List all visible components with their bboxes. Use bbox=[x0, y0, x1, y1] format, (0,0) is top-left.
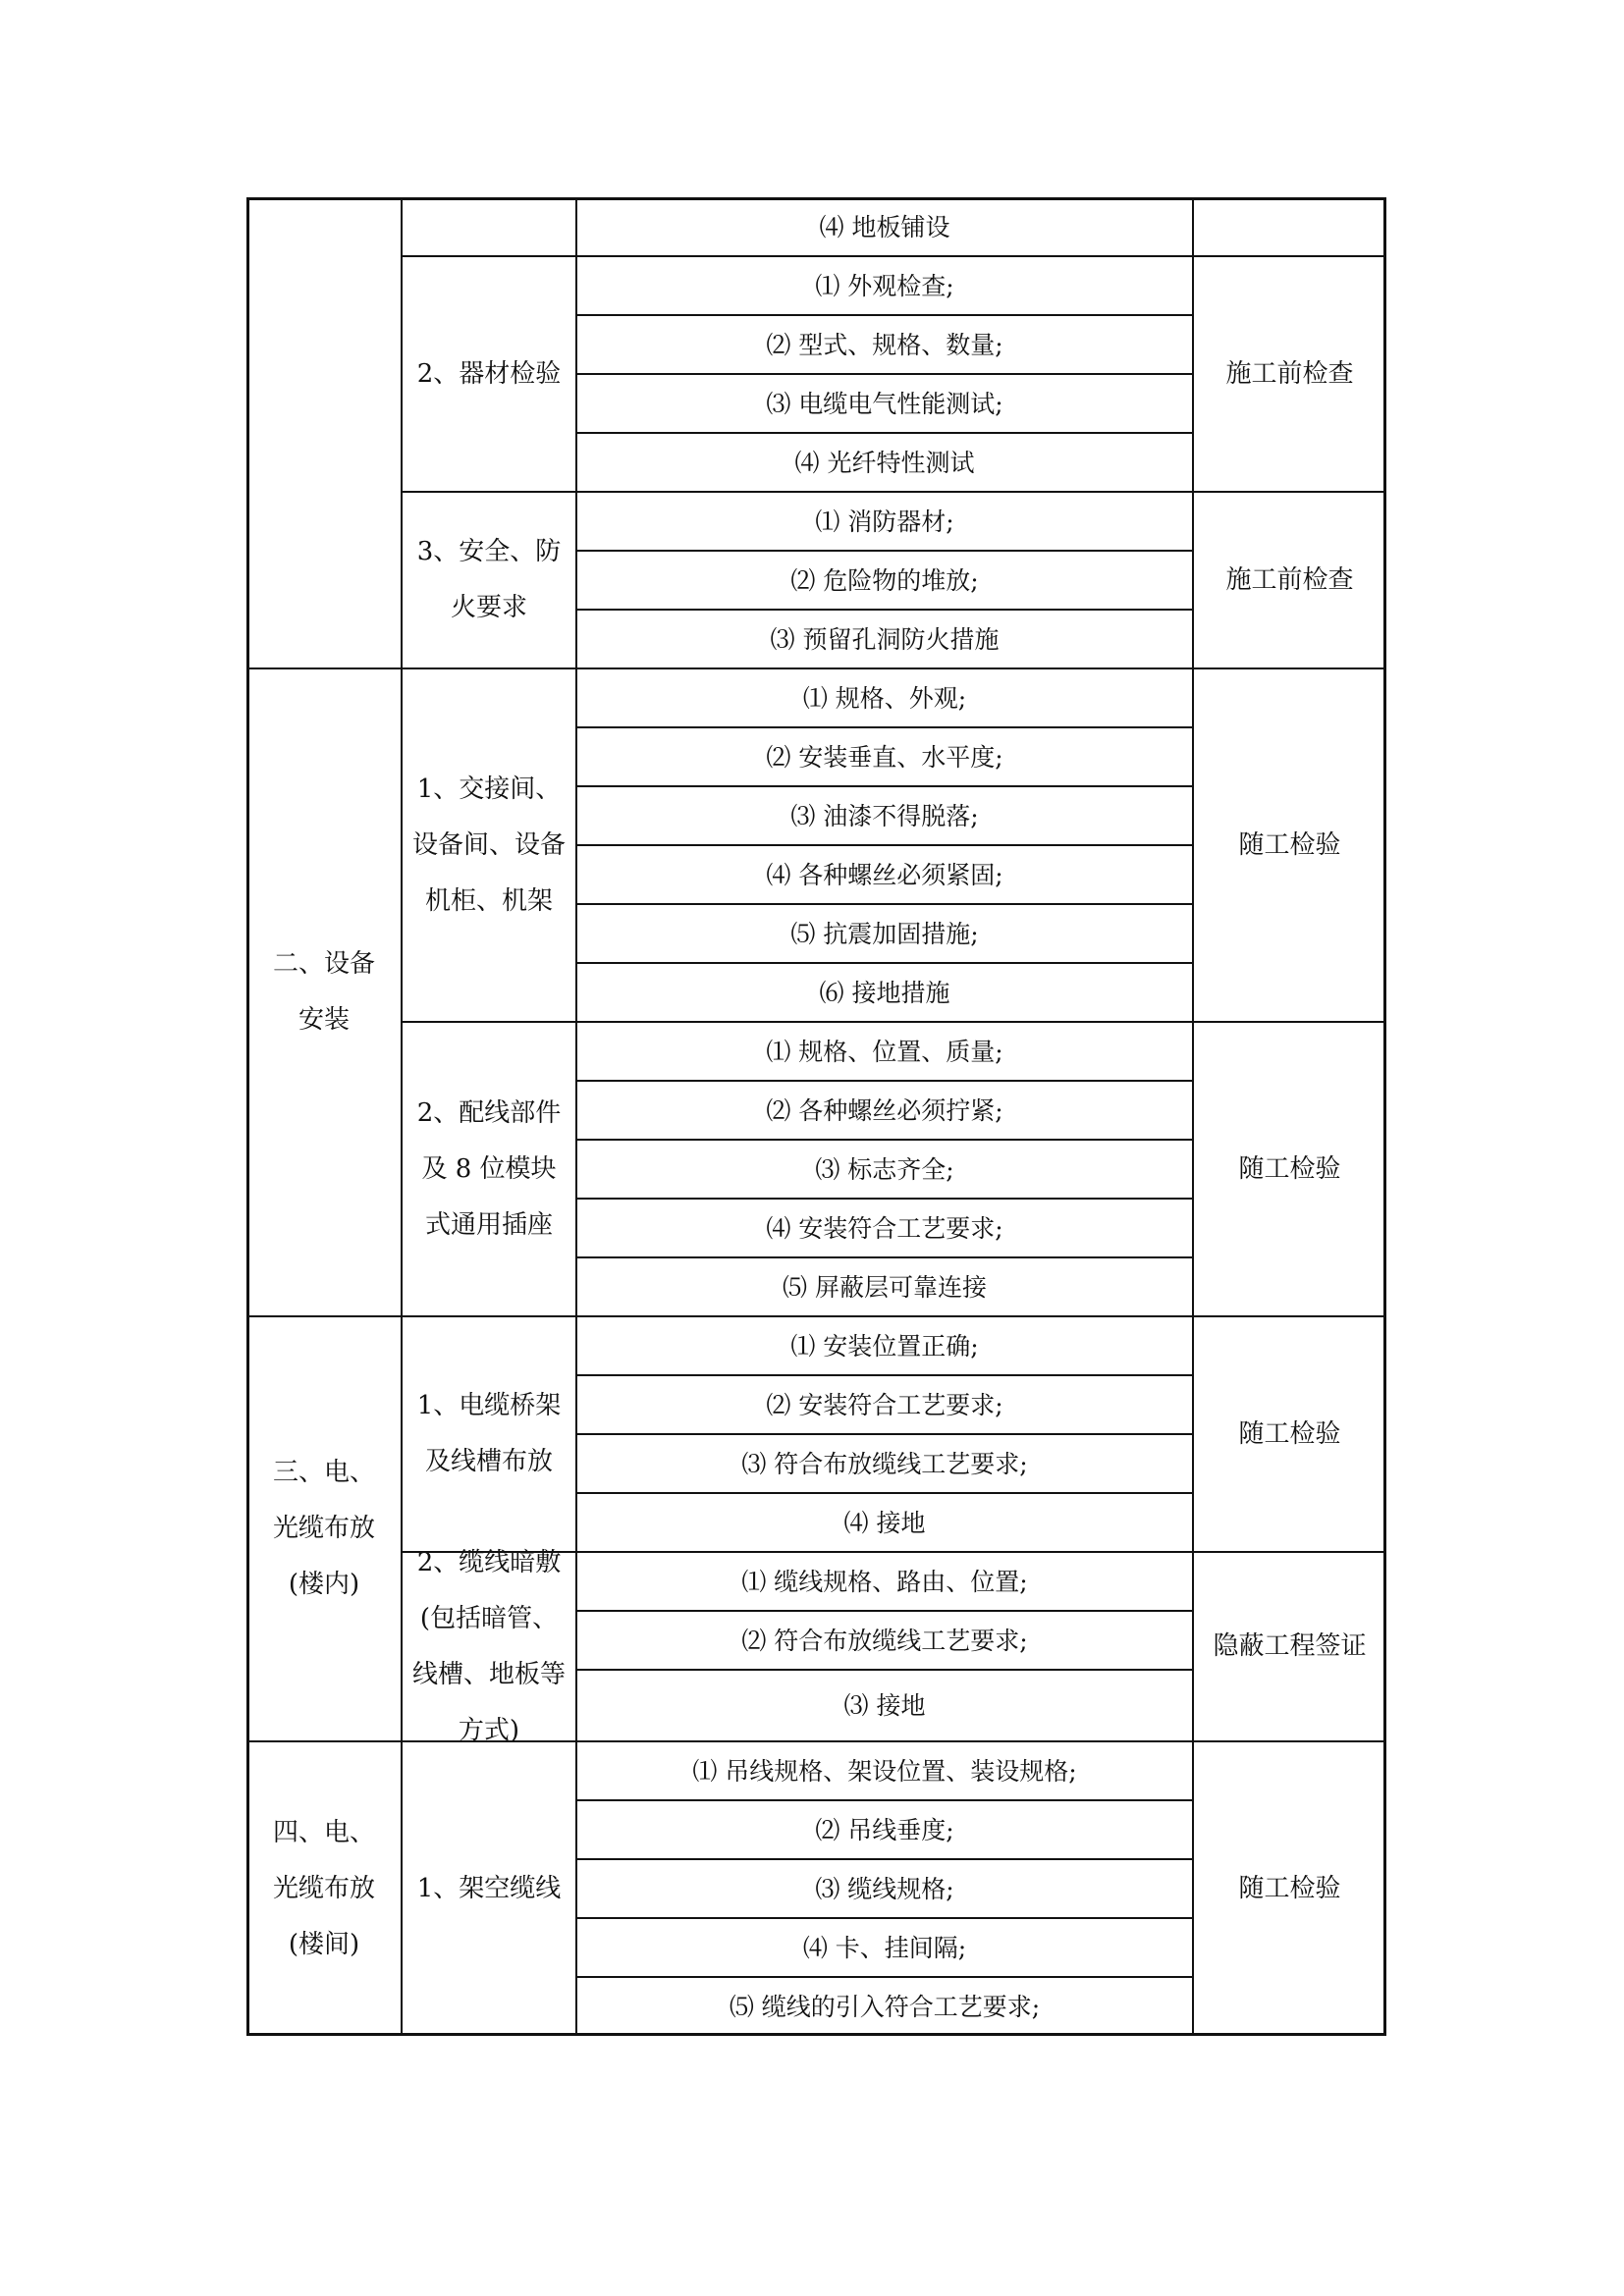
detail-row-text: ⑷ 接地 bbox=[843, 1508, 926, 1537]
category-cell-text: 四、电、光缆布放(楼间) bbox=[272, 1817, 375, 1959]
detail-row bbox=[576, 786, 1193, 845]
detail-row bbox=[576, 1316, 1193, 1375]
detail-row bbox=[576, 1199, 1193, 1257]
detail-row-text: ⑸ 抗震加固措施; bbox=[790, 919, 979, 948]
inspection-method bbox=[1193, 492, 1386, 668]
check-item-text: 2、配线部件及 8 位模块式通用插座 bbox=[416, 1097, 562, 1240]
detail-row bbox=[576, 1257, 1193, 1316]
detail-row bbox=[576, 374, 1193, 433]
detail-row bbox=[576, 610, 1193, 668]
acceptance-table bbox=[246, 197, 1386, 2036]
detail-row-text: ⑴ 消防器材; bbox=[815, 507, 954, 536]
detail-row bbox=[576, 1552, 1193, 1611]
detail-row-text: ⑷ 光纤特性测试 bbox=[794, 448, 975, 477]
inspection-method bbox=[1193, 1741, 1386, 2036]
detail-row bbox=[576, 1493, 1193, 1552]
detail-row bbox=[576, 492, 1193, 551]
check-item bbox=[402, 1547, 576, 1745]
check-item bbox=[402, 197, 576, 256]
detail-row-text: ⑴ 规格、外观; bbox=[802, 683, 967, 713]
check-item-text: 1、架空缆线 bbox=[416, 1873, 562, 1903]
category-cell bbox=[246, 668, 402, 1316]
detail-row-text: ⑵ 型式、规格、数量; bbox=[766, 330, 1003, 359]
detail-row-text: ⑵ 吊线垂度; bbox=[815, 1815, 954, 1844]
detail-row bbox=[576, 1918, 1193, 1977]
detail-row-text: ⑹ 接地措施 bbox=[819, 978, 950, 1007]
category-cell bbox=[246, 197, 402, 668]
detail-row-text: ⑴ 吊线规格、架设位置、装设规格; bbox=[692, 1756, 1077, 1786]
check-item-text: 1、电缆桥架及线槽布放 bbox=[416, 1391, 562, 1476]
detail-row-text: ⑷ 各种螺丝必须紧固; bbox=[766, 860, 1003, 889]
detail-row bbox=[576, 845, 1193, 904]
inspection-method bbox=[1193, 256, 1386, 492]
detail-row bbox=[576, 1611, 1193, 1670]
check-item bbox=[402, 256, 576, 492]
detail-row bbox=[576, 433, 1193, 492]
detail-row-text: ⑴ 外观检查; bbox=[815, 271, 954, 300]
detail-row-text: ⑶ 油漆不得脱落; bbox=[790, 801, 979, 830]
detail-row-text: ⑶ 符合布放缆线工艺要求; bbox=[741, 1449, 1028, 1478]
inspection-method bbox=[1193, 1022, 1386, 1316]
inspection-method bbox=[1193, 668, 1386, 1022]
detail-row bbox=[576, 551, 1193, 610]
check-item-text: 2、缆线暗敷(包括暗管、线槽、地板等方式) bbox=[411, 1547, 566, 1745]
detail-row bbox=[576, 1022, 1193, 1081]
detail-row bbox=[576, 1434, 1193, 1493]
inspection-method-text: 随工检验 bbox=[1238, 1418, 1341, 1449]
detail-row-text: ⑷ 安装符合工艺要求; bbox=[766, 1213, 1003, 1243]
detail-row-text: ⑶ 预留孔洞防火措施 bbox=[770, 624, 1000, 654]
detail-row-text: ⑵ 安装符合工艺要求; bbox=[766, 1390, 1003, 1419]
inspection-method bbox=[1193, 1552, 1386, 1741]
inspection-method-text: 随工检验 bbox=[1238, 829, 1341, 860]
detail-row bbox=[576, 1081, 1193, 1140]
category-cell bbox=[246, 1316, 402, 1741]
detail-row-text: ⑷ 地板铺设 bbox=[819, 212, 950, 241]
detail-row bbox=[576, 1859, 1193, 1918]
category-cell-text: 三、电、光缆布放(楼内) bbox=[272, 1458, 375, 1599]
detail-row bbox=[576, 668, 1193, 727]
detail-row bbox=[576, 963, 1193, 1022]
detail-row bbox=[576, 256, 1193, 315]
detail-row bbox=[576, 727, 1193, 786]
detail-row-text: ⑶ 电缆电气性能测试; bbox=[766, 389, 1003, 418]
check-item bbox=[402, 668, 576, 1022]
detail-row-text: ⑸ 缆线的引入符合工艺要求; bbox=[729, 1992, 1041, 2021]
detail-row-text: ⑴ 规格、位置、质量; bbox=[766, 1037, 1003, 1066]
detail-row bbox=[576, 1375, 1193, 1434]
inspection-method-text: 施工前检查 bbox=[1225, 564, 1354, 595]
detail-row-text: ⑵ 危险物的堆放; bbox=[790, 565, 979, 595]
category-cell bbox=[246, 1741, 402, 2036]
check-item-text: 1、交接间、设备间、设备机柜、机架 bbox=[411, 774, 566, 916]
check-item bbox=[402, 492, 576, 668]
detail-row-text: ⑵ 符合布放缆线工艺要求; bbox=[741, 1626, 1028, 1655]
inspection-method-text: 随工检验 bbox=[1238, 1153, 1341, 1184]
inspection-method-text: 隐蔽工程签证 bbox=[1213, 1631, 1367, 1661]
inspection-method-text: 随工检验 bbox=[1238, 1873, 1341, 1903]
inspection-method bbox=[1193, 197, 1386, 256]
detail-row-text: ⑴ 缆线规格、路由、位置; bbox=[741, 1567, 1028, 1596]
detail-row bbox=[576, 197, 1193, 256]
detail-row bbox=[576, 1800, 1193, 1859]
detail-row bbox=[576, 1741, 1193, 1800]
detail-row bbox=[576, 1670, 1193, 1741]
detail-row bbox=[576, 1977, 1193, 2036]
detail-row-text: ⑴ 安装位置正确; bbox=[790, 1331, 979, 1361]
check-item bbox=[402, 1741, 576, 2036]
inspection-method bbox=[1193, 1316, 1386, 1552]
detail-row bbox=[576, 904, 1193, 963]
detail-row-text: ⑶ 标志齐全; bbox=[815, 1154, 954, 1184]
detail-row bbox=[576, 315, 1193, 374]
category-cell-text: 二、设备安装 bbox=[272, 949, 375, 1035]
detail-row-text: ⑵ 安装垂直、水平度; bbox=[766, 742, 1003, 772]
check-item-text: 2、器材检验 bbox=[416, 358, 562, 389]
detail-row-text: ⑸ 屏蔽层可靠连接 bbox=[783, 1272, 987, 1302]
detail-row-text: ⑵ 各种螺丝必须拧紧; bbox=[766, 1095, 1003, 1125]
detail-row-text: ⑶ 缆线规格; bbox=[815, 1874, 954, 1903]
check-item bbox=[402, 1022, 576, 1316]
check-item bbox=[402, 1316, 576, 1552]
check-item-text: 3、安全、防火要求 bbox=[416, 537, 562, 622]
detail-row bbox=[576, 1140, 1193, 1199]
detail-row-text: ⑶ 接地 bbox=[843, 1691, 926, 1720]
detail-row-text: ⑷ 卡、挂间隔; bbox=[802, 1933, 967, 1962]
inspection-method-text: 施工前检查 bbox=[1225, 358, 1354, 389]
